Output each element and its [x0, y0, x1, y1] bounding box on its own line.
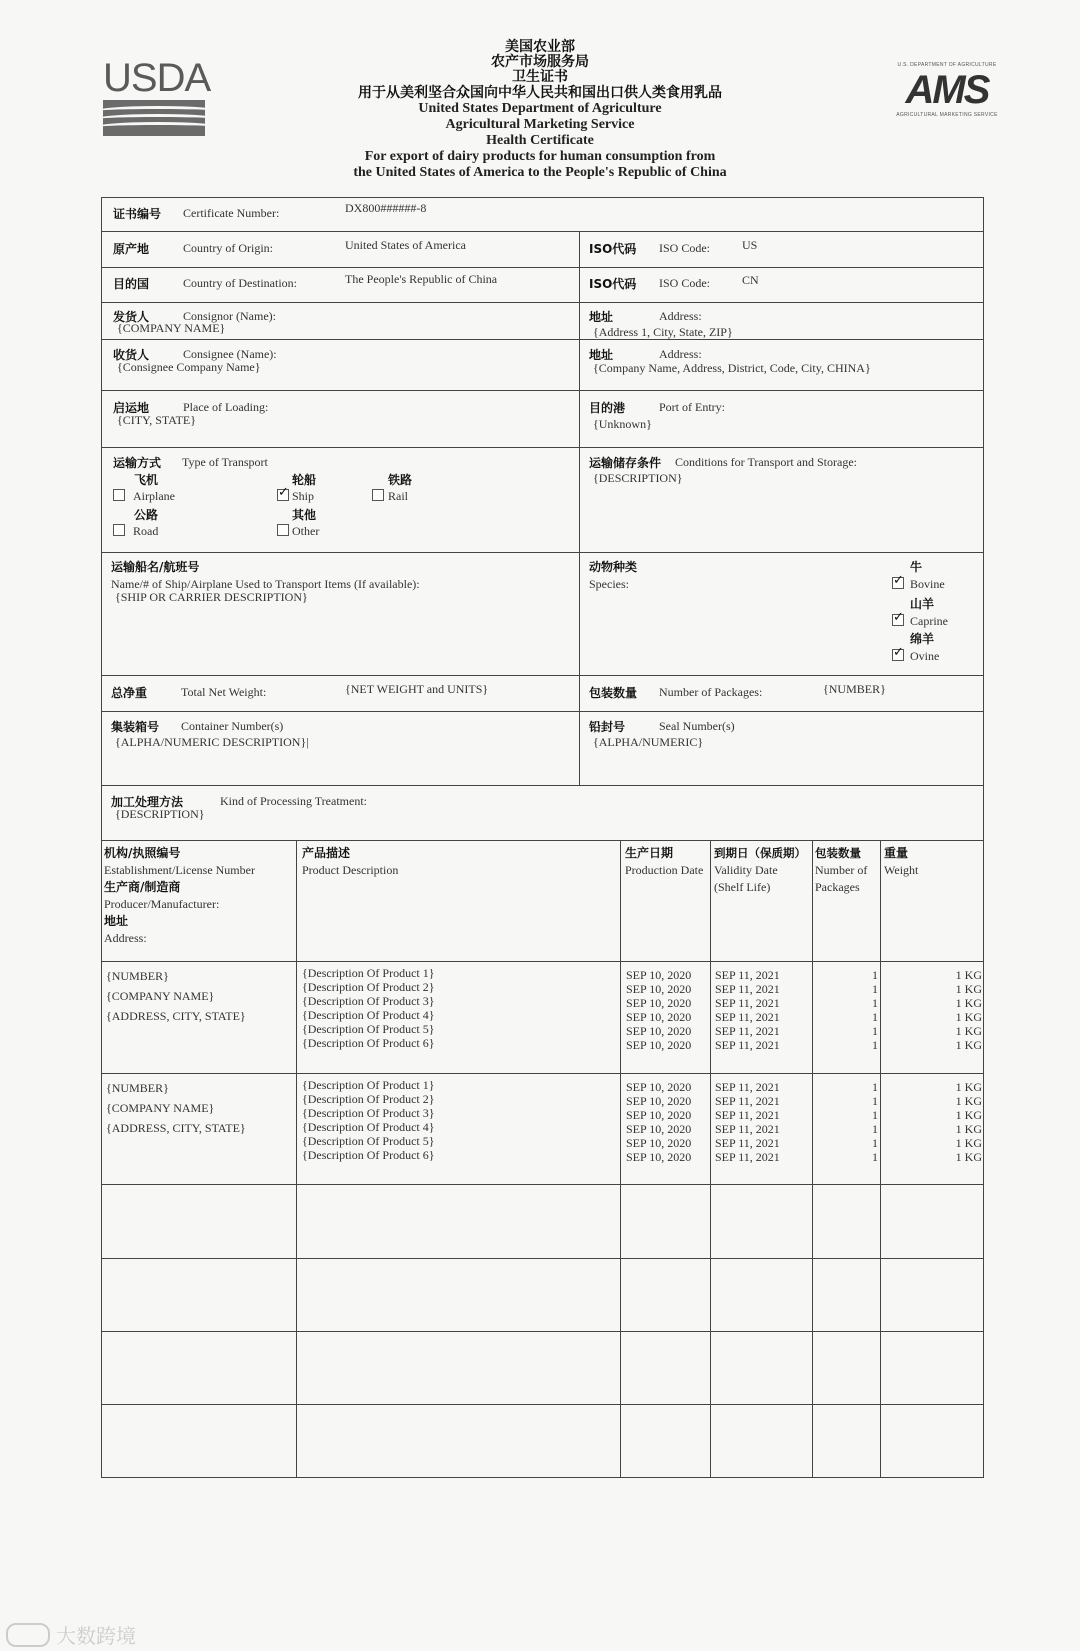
consignor-addr-zh: 地址	[589, 310, 614, 324]
dest-value: The People's Republic of China	[345, 272, 498, 286]
package-count-list: 1 1 1 1 1 1	[872, 1080, 878, 1164]
header-en-1: United States Department of Agriculture	[418, 101, 662, 116]
iso2-value: CN	[742, 273, 759, 287]
header-en-4: For export of dairy products for human consumption from	[364, 149, 716, 164]
conditions-label: Conditions for Transport and Storage:	[675, 455, 857, 469]
weight-list: 1 KG 1 KG 1 KG 1 KG 1 KG 1 KG	[955, 1080, 982, 1164]
packages-label: Number of Packages:	[659, 685, 763, 699]
validity-date-list: SEP 11, 2021 SEP 11, 2021 SEP 11, 2021 SEP 11, 2021 SEP 11, 2021 SEP 11, 2021	[715, 1080, 780, 1164]
iso2-label: ISO Code:	[659, 276, 710, 290]
processing-label: Kind of Processing Treatment:	[220, 794, 367, 808]
origin-value: United States of America	[345, 238, 466, 252]
ovine-checkbox[interactable]	[892, 649, 904, 661]
weight-value: {NET WEIGHT and UNITS}	[345, 682, 489, 696]
table-header-validity: 到期日（保质期） Validity Date (Shelf Life)	[714, 846, 806, 894]
ovine-zh: 绵羊	[910, 632, 935, 646]
consignee-label: Consignee (Name):	[183, 347, 277, 361]
ship-zh: 轮船	[292, 473, 317, 487]
iso1-zh: ISO代码	[589, 242, 637, 256]
species-label: Species:	[589, 577, 629, 591]
dest-label: Country of Destination:	[183, 276, 297, 290]
consignor-label: Consignor (Name):	[183, 309, 276, 323]
consignor-zh: 发货人	[113, 310, 150, 324]
origin-label: Country of Origin:	[183, 241, 273, 255]
validity-date-list: SEP 11, 2021 SEP 11, 2021 SEP 11, 2021 SEP 11, 2021 SEP 11, 2021 SEP 11, 2021	[715, 968, 780, 1052]
table-header-packages: 包装数量 Number of Packages	[815, 846, 868, 894]
processing-value: {DESCRIPTION}	[115, 807, 205, 821]
seal-zh: 铅封号	[589, 720, 626, 734]
watermark-text: 大数跨境	[56, 1624, 136, 1648]
consignee-value: {Consignee Company Name}	[117, 360, 261, 374]
seal-value: {ALPHA/NUMERIC}	[593, 735, 704, 749]
table-header-weight: 重量 Weight	[884, 846, 919, 877]
consignor-addr-label: Address:	[659, 309, 702, 323]
header-zh-2: 农产市场服务局	[491, 54, 589, 70]
airplane-checkbox[interactable]	[113, 489, 125, 501]
ship-name-value: {SHIP OR CARRIER DESCRIPTION}	[115, 590, 308, 604]
ship-name-label: Name/# of Ship/Airplane Used to Transport Items (If available):	[111, 577, 420, 591]
other-option[interactable]: Other	[277, 524, 319, 539]
rail-zh: 铁路	[388, 473, 413, 487]
consignor-addr-value: {Address 1, City, State, ZIP}	[593, 325, 733, 339]
header-en-2: Agricultural Marketing Service	[445, 117, 635, 132]
iso1-value: US	[742, 238, 758, 252]
watermark	[6, 1620, 136, 1649]
transport-zh: 运输方式	[113, 456, 162, 470]
entry-value: {Unknown}	[593, 417, 652, 431]
ship-checkbox[interactable]	[277, 489, 289, 501]
ovine-option[interactable]: ✓Ovine	[892, 649, 939, 664]
header-zh-3: 卫生证书	[512, 69, 568, 85]
package-count-list: 1 1 1 1 1 1	[872, 968, 878, 1052]
consignee-zh: 收货人	[113, 348, 150, 362]
watermark-icon	[6, 1623, 50, 1647]
production-date-list: SEP 10, 2020 SEP 10, 2020 SEP 10, 2020 SEP 10, 2020 SEP 10, 2020 SEP 10, 2020	[626, 968, 692, 1052]
consignee-addr-zh: 地址	[589, 348, 614, 362]
usda-logo-text: USDA	[103, 56, 211, 100]
iso1-label: ISO Code:	[659, 241, 710, 255]
container-zh: 集装箱号	[111, 720, 160, 734]
bovine-zh: 牛	[910, 560, 923, 574]
loading-zh: 启运地	[113, 401, 150, 415]
origin-zh: 原产地	[113, 242, 150, 256]
bovine-option[interactable]: ✓Bovine	[892, 577, 945, 592]
conditions-zh: 运输储存条件	[589, 456, 662, 470]
ams-logo-bottom: AGRICULTURAL MARKETING SERVICE	[896, 112, 998, 118]
ship-option[interactable]: ✓Ship	[277, 489, 314, 504]
table-header-establishment: 机构/执照编号 Establishment/License Number 生产商/制造商 Producer/Manufacturer: 地址 Address:	[104, 846, 255, 945]
road-option[interactable]: Road	[113, 524, 158, 539]
consignor-value: {COMPANY NAME}	[117, 321, 226, 335]
ams-logo	[896, 62, 998, 134]
ams-logo-top: U.S. DEPARTMENT OF AGRICULTURE	[897, 62, 997, 68]
packages-zh: 包装数量	[589, 686, 638, 700]
description-list: {Description Of Product 1} {Description Of Product 2} {Description Of Product 3} {Description Of Product 4} {Description Of Product 5} {Description Of Product 6}	[302, 966, 435, 1050]
seal-label: Seal Number(s)	[659, 719, 735, 733]
ams-logo-text: AMS	[905, 68, 989, 112]
header-title-block	[300, 40, 780, 181]
loading-value: {CITY, STATE}	[117, 413, 197, 427]
description-list: {Description Of Product 1} {Description Of Product 2} {Description Of Product 3} {Description Of Product 4} {Description Of Product 5} {Description Of Product 6}	[302, 1078, 435, 1162]
production-date-list: SEP 10, 2020 SEP 10, 2020 SEP 10, 2020 SEP 10, 2020 SEP 10, 2020 SEP 10, 2020	[626, 1080, 692, 1164]
road-zh: 公路	[134, 508, 159, 522]
establishment-cell: {NUMBER} {COMPANY NAME} {ADDRESS, CITY, STATE}	[106, 969, 246, 1023]
table-header-production-date: 生产日期 Production Date	[625, 846, 704, 877]
header-zh-1: 美国农业部	[505, 39, 575, 55]
ship-name-zh: 运输船名/航班号	[111, 560, 200, 574]
container-value: {ALPHA/NUMERIC DESCRIPTION}|	[115, 735, 309, 749]
rail-option[interactable]: Rail	[372, 489, 408, 504]
usda-logo	[103, 56, 211, 136]
caprine-zh: 山羊	[910, 597, 935, 611]
conditions-value: {DESCRIPTION}	[593, 471, 683, 485]
weight-zh: 总净重	[111, 686, 148, 700]
airplane-option[interactable]: Airplane	[113, 489, 175, 504]
bovine-checkbox[interactable]	[892, 577, 904, 589]
iso2-zh: ISO代码	[589, 277, 637, 291]
cert-number-label: Certificate Number:	[183, 206, 280, 220]
transport-label: Type of Transport	[182, 455, 268, 469]
container-label: Container Number(s)	[181, 719, 284, 733]
cert-number-zh: 证书编号	[113, 207, 162, 221]
airplane-zh: 飞机	[134, 473, 159, 487]
other-checkbox[interactable]	[277, 524, 289, 536]
entry-label: Port of Entry:	[659, 400, 725, 414]
dest-zh: 目的国	[113, 277, 150, 291]
weight-label: Total Net Weight:	[181, 685, 267, 699]
caprine-option[interactable]: ✓Caprine	[892, 614, 948, 629]
consignee-addr-value: {Company Name, Address, District, Code, City, CHINA}	[593, 361, 871, 375]
road-checkbox[interactable]	[113, 524, 125, 536]
caprine-checkbox[interactable]	[892, 614, 904, 626]
establishment-cell: {NUMBER} {COMPANY NAME} {ADDRESS, CITY, STATE}	[106, 1081, 246, 1135]
packages-value: {NUMBER}	[823, 682, 886, 696]
other-zh: 其他	[292, 508, 317, 522]
table-header-description: 产品描述 Product Description	[302, 846, 399, 877]
processing-zh: 加工处理方法	[111, 795, 184, 809]
species-zh: 动物种类	[589, 560, 638, 574]
header-zh-4: 用于从美利坚合众国向中华人民共和国出口供人类食用乳品	[358, 85, 722, 101]
consignee-addr-label: Address:	[659, 347, 702, 361]
header-en-3: Health Certificate	[486, 133, 594, 148]
cert-number-value: DX800######-8	[345, 201, 427, 215]
header-en-5: the United States of America to the People's Republic of China	[353, 165, 727, 180]
cert-number-row	[113, 203, 973, 223]
rail-checkbox[interactable]	[372, 489, 384, 501]
weight-list: 1 KG 1 KG 1 KG 1 KG 1 KG 1 KG	[955, 968, 982, 1052]
loading-label: Place of Loading:	[183, 400, 269, 414]
entry-zh: 目的港	[589, 401, 626, 415]
